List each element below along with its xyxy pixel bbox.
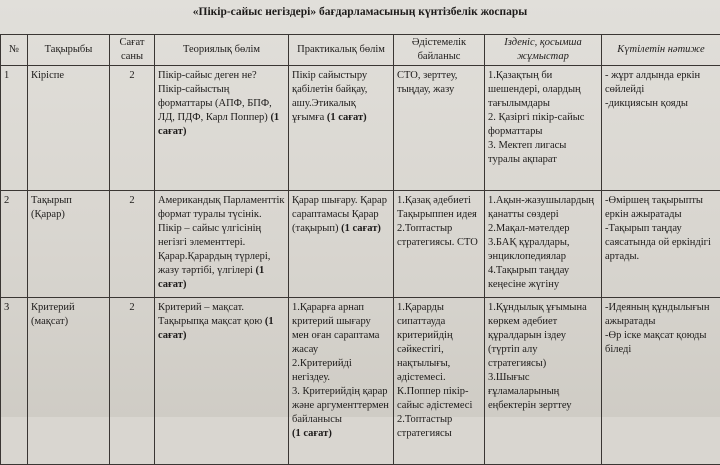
search-line: 3.Шығыс ғұламаларының еңбектерін зерттеу (488, 371, 598, 413)
practice-line (292, 385, 390, 441)
cell-search (485, 298, 602, 465)
practice-hours: (1 сағат) (327, 112, 367, 123)
calendar-plan-table (0, 34, 720, 465)
theory-text: Пікір-сайыс деген не? Пікір-сайыстың форматтары (АПФ, БПФ, ЛД, ПДФ, Карл Поппер) (158, 70, 272, 123)
search-line: 2. Қазіргі пікір-сайыс форматтары (488, 111, 598, 139)
cell-topic: Кіріспе (28, 66, 110, 191)
cell-topic: Критерий (мақсат) (28, 298, 110, 465)
document-title: «Пікір-сайыс негіздері» бағдарламасының күнтізбелік жоспары (0, 6, 720, 18)
cell-hours: 2 (110, 298, 155, 465)
practice-hours: (1 сағат) (341, 223, 381, 234)
practice-text: Қарар шығару. Қарар сараптамасы Қарар (тақырып) (292, 195, 387, 234)
cell-practice (289, 191, 394, 298)
method-line: 1.Қазақ әдебиеті Тақырыппен идея (397, 194, 481, 222)
search-line: 2.Мақал-мәтелдер (488, 222, 598, 236)
search-line: 4.Тақырып таңдау кеңесіне жүгіну (488, 264, 598, 292)
method-line: К.Поппер пікір-сайыс әдістемесі (397, 385, 481, 413)
cell-method: СТО, зерттеу, тыңдау, жазу (394, 66, 485, 191)
cell-practice (289, 66, 394, 191)
method-line: 2.Топтастыр стратегиясы (397, 413, 481, 441)
cell-method (394, 191, 485, 298)
result-line: - жұрт алдында еркін сөйлейді (605, 69, 717, 97)
search-line: 1.Қазақтың би шешендері, олардың тағылымдары (488, 69, 598, 111)
table-row (1, 298, 720, 465)
result-line: -Өміршең тақырыпты еркін ажыратады (605, 194, 717, 222)
search-line: 1.Ақын-жазушылардың қанатты сөздері (488, 194, 598, 222)
header-theory: Теориялық бөлім (155, 35, 289, 66)
cell-result (602, 66, 720, 191)
header-search: Ізденіс, қосымша жұмыстар (485, 35, 602, 66)
theory-text: Критерий – мақсат. Тақырыпқа мақсат қою (158, 302, 262, 327)
header-method: Әдістемелік байланыс (394, 35, 485, 66)
header-practice: Практикалық бөлім (289, 35, 394, 66)
search-line: 3. Мектеп лигасы туралы ақпарат (488, 139, 598, 167)
cell-result (602, 191, 720, 298)
practice-hours: (1 сағат) (292, 428, 332, 439)
result-line: -дикциясын қояды (605, 97, 717, 111)
table-header-row (1, 35, 720, 66)
search-line: 1.Құндылық ұғымына көркем әдебиет құралдарын іздеу (түртіп алу стратегиясы) (488, 301, 598, 371)
cell-search (485, 191, 602, 298)
cell-theory (155, 191, 289, 298)
cell-num: 3 (1, 298, 28, 465)
header-hours: Сағат саны (110, 35, 155, 66)
search-line: 3.БАҚ құралдары, энциклопедиялар (488, 236, 598, 264)
cell-method (394, 298, 485, 465)
practice-line-text: 3. Критерийдің қарар және аргументтермен байланысы (292, 385, 390, 427)
cell-hours: 2 (110, 191, 155, 298)
cell-theory (155, 298, 289, 465)
method-line: 2.Топтастыр стратегиясы. СТО (397, 222, 481, 250)
theory-text: Американдық Парламенттік формат туралы түсінік. Пікір – сайыс үлгісінің негізгі элементтері. Қарар.Қарардың түрлері, жазу тәртібі, үлгілері (158, 195, 284, 276)
theory-hours: (1 сағат) (158, 265, 264, 290)
table-row (1, 66, 720, 191)
cell-result (602, 298, 720, 465)
practice-text: Пікір сайыстыру қабілетін байқау, ашу.Этикалық ұғымға (292, 70, 367, 123)
cell-practice (289, 298, 394, 465)
practice-line: 1.Қарарға арнап критерий шығару мен оған сараптама жасау (292, 301, 390, 357)
method-line: 1.Қарарды сипаттауда критерийдің сәйкестігі, нақтылығы, әдістемесі. (397, 301, 481, 385)
table-row (1, 191, 720, 298)
cell-search (485, 66, 602, 191)
header-num: № (1, 35, 28, 66)
header-topic: Тақырыбы (28, 35, 110, 66)
theory-hours: (1 сағат) (158, 316, 274, 341)
result-line: -Идеяның құндылығын ажыратады (605, 301, 717, 329)
theory-hours: (1 сағат) (158, 112, 279, 137)
cell-hours: 2 (110, 66, 155, 191)
cell-num: 1 (1, 66, 28, 191)
practice-line: 2.Критерийді негіздеу. (292, 357, 390, 385)
result-line: -Өр іске мақсат қоюды біледі (605, 329, 717, 357)
cell-num: 2 (1, 191, 28, 298)
header-result: Күтілетін нәтиже (602, 35, 720, 66)
result-line: -Тақырып таңдау саясатында ой еркіндігі артады. (605, 222, 717, 264)
cell-theory (155, 66, 289, 191)
cell-topic: Тақырып (Қарар) (28, 191, 110, 298)
